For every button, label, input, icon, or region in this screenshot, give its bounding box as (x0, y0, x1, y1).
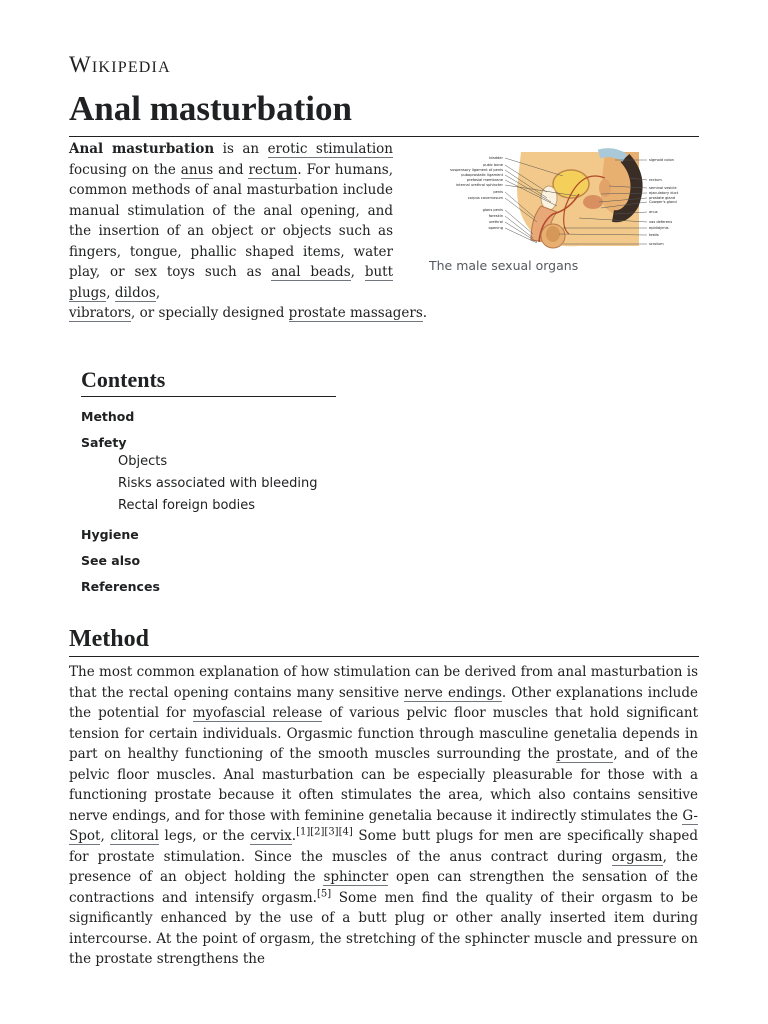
lead-text: focusing on the (69, 161, 181, 178)
fig-label: vas deferens (649, 220, 673, 224)
link-cervix[interactable]: cervix (250, 828, 292, 844)
lead-text: , (155, 284, 161, 301)
table-of-contents (81, 366, 336, 595)
fig-label: rectum (649, 178, 662, 182)
link-orgasm[interactable]: orgasm (611, 848, 663, 865)
fig-label: suspensory ligament of penis (450, 168, 503, 172)
fig-label: penis (493, 190, 503, 194)
fig-label: testis (649, 233, 659, 237)
citation-5[interactable]: [5] (316, 888, 332, 899)
link-nerve-endings[interactable]: nerve endings (404, 684, 502, 701)
method-paragraph (69, 662, 698, 970)
link-vibrators[interactable]: vibrators (69, 305, 132, 321)
body-text: The most common explanation of how stimulation can be derived from anal masturbation is that the rectal opening contains many sensitive (69, 664, 698, 701)
fig-label: anus (649, 210, 658, 214)
link-myofascial-release[interactable]: myofascial release (192, 705, 323, 721)
section-heading-method: Method (69, 624, 699, 657)
lead-paragraph (69, 139, 428, 324)
fig-label: prefasial membrane (466, 178, 503, 182)
lead-text: , or specially designed (131, 305, 289, 321)
link-prostate[interactable]: prostate (556, 746, 614, 762)
toc-item-method[interactable]: Method (81, 409, 135, 424)
lead-text: is an (214, 141, 268, 157)
fig-label: epididymis (649, 226, 669, 230)
lead-text: , (106, 284, 115, 301)
fig-label: foreskin (488, 214, 503, 218)
link-anal-beads[interactable]: anal beads (271, 264, 351, 280)
link-rectum[interactable]: rectum (248, 161, 298, 178)
toc-item-rectal-foreign-bodies[interactable]: Rectal foreign bodies (118, 498, 256, 513)
link-clitoral[interactable]: clitoral (110, 828, 159, 844)
citation-1[interactable]: [1] (296, 826, 311, 838)
body-text: , (100, 828, 111, 844)
body-text: open can strengthen the sensation of the contractions and intensify orgasm. (69, 869, 698, 906)
toc-item-see-also[interactable]: See also (81, 553, 141, 568)
lead-text: , (350, 264, 365, 280)
page-title: Anal masturbation (69, 86, 699, 137)
anatomy-figure[interactable] (429, 148, 697, 273)
body-text: , the presence of an object holding the (69, 848, 699, 885)
citation-4[interactable]: [4] (338, 826, 353, 838)
fig-label: corpus cavernosum (467, 196, 503, 200)
toc-item-safety[interactable]: Safety (81, 435, 127, 450)
toc-item-risks-bleeding[interactable]: Risks associated with bleeding (118, 476, 318, 491)
right-labels (649, 158, 679, 246)
fig-label: opening (488, 226, 503, 230)
figure-caption: The male sexual organs (429, 258, 579, 273)
seminal-vesicle-shape (599, 179, 611, 197)
lead-text: and (213, 161, 249, 178)
fig-label: scrotum (649, 242, 664, 246)
colon-shape (599, 153, 625, 158)
body-text: Some men find the quality of their orgasm to be significantly enhanced by the use of a butt plug or other anally inserted item during intercourse. At the point of orgasm, the stretching of the sphincter muscle and pressure on the prostate strengthens the (69, 889, 699, 967)
link-dildos[interactable]: dildos (114, 284, 156, 301)
lead-text: . (422, 305, 428, 321)
link-sphincter[interactable]: sphincter (323, 869, 389, 885)
link-erotic-stimulation[interactable]: erotic stimulation (267, 141, 393, 157)
logo-text: Wikipedia (69, 52, 171, 77)
fig-label: puboprostatic ligament (461, 173, 503, 177)
fig-label: bladder (489, 156, 503, 160)
fig-label: sigmoid colon (649, 158, 674, 162)
fig-label: pubic bone (483, 163, 503, 167)
body-text: . (291, 828, 297, 844)
body-text: Some butt plugs for men are specifically shaped for prostate stimulation. Since the muscles of the anus contract during (69, 828, 698, 865)
link-anus[interactable]: anus (180, 161, 214, 178)
body-text: legs, or the (158, 828, 251, 844)
toc-item-hygiene[interactable]: Hygiene (81, 527, 139, 542)
citation-2[interactable]: [2] (310, 826, 325, 838)
body-text: . Other explanations include the potential for (69, 684, 699, 721)
link-g-spot[interactable]: G-Spot (69, 807, 698, 844)
lead-bold-term: Anal masturbation (69, 141, 215, 157)
toc-heading: Contents (81, 366, 336, 397)
citation-3[interactable]: [3] (324, 826, 339, 838)
link-prostate-massagers[interactable]: prostate massagers (288, 305, 423, 321)
fig-label: internal urethral sphincter (455, 183, 503, 187)
fig-label: seminal vesicle (649, 186, 677, 190)
fig-label: glans penis (482, 208, 503, 212)
link-butt-plugs[interactable]: butt plugs (69, 264, 393, 301)
fig-label: prostate gland (649, 196, 676, 200)
lead-last-line (69, 303, 439, 324)
toc-list (81, 408, 336, 595)
fig-label: ejaculatory duct (649, 191, 679, 195)
lead-text: . For humans, common methods of anal masturbation include manual stimulation of the anal opening, and the insertion of an object or objects such as fingers, tongue, phallic shaped items, water play, or sex toys such as (69, 161, 393, 280)
body-text: of various pelvic floor muscles that hold significant tension for certain individuals. Orgasmic function through masculine genetalia depends in part on healthy functioning of the smooth muscles surrounding the (69, 705, 698, 762)
fig-label: Cowper's gland (649, 200, 677, 204)
body-text: , and of the pelvic floor muscles. Anal masturbation can be especially pleasurable for those with a functioning prostate because it often stimulates the area, which also contains sensitive nerve endings, and for those with feminine genetalia because it indirectly stimulates the (69, 746, 698, 824)
wikipedia-logo[interactable] (69, 52, 171, 78)
toc-item-references[interactable]: References (81, 579, 160, 594)
testis-shape (546, 226, 560, 242)
toc-item-objects[interactable]: Objects (118, 454, 168, 469)
fig-label: urethral (488, 220, 503, 224)
left-labels (450, 156, 504, 230)
male-sexual-organs-diagram (429, 148, 697, 250)
